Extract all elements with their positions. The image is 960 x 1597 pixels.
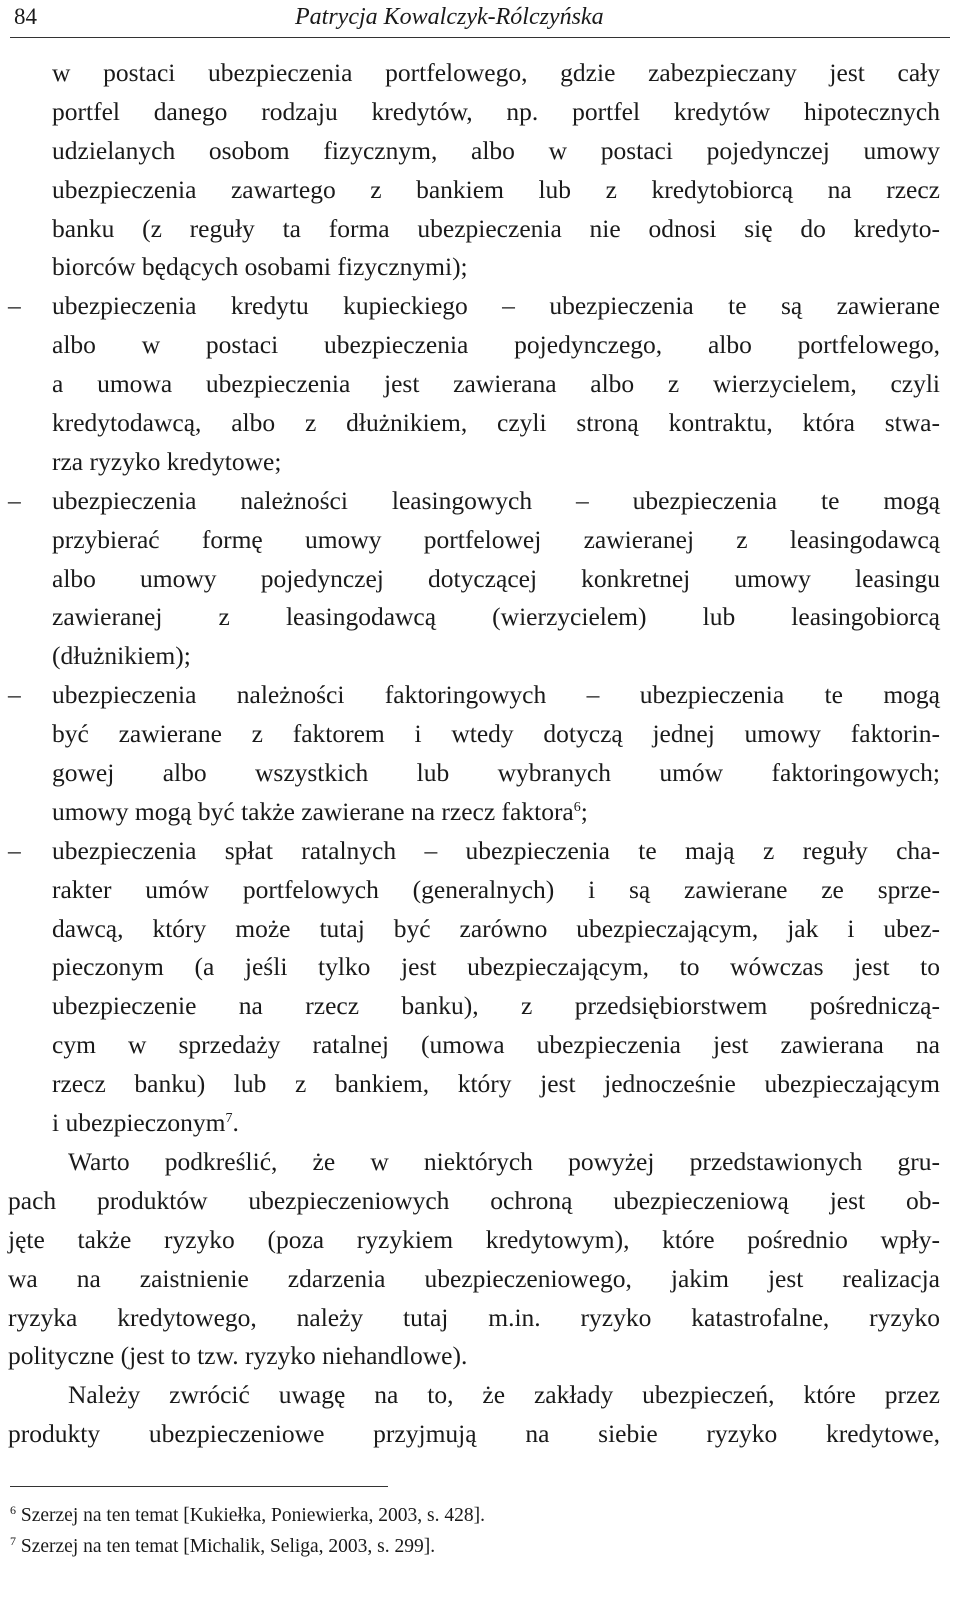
footnote-separator	[10, 1486, 388, 1487]
footnote-text: Szerzej na ten temat [Kukiełka, Poniewierka, 2003, s. 428].	[20, 1505, 485, 1526]
text-line: rzecz banku) lub z bankiem, który jest jednocześnie ubezpieczającym	[52, 1069, 940, 1099]
text-line: ubezpieczenia zawartego z bankiem lub z kredytobiorcą na rzecz	[52, 174, 940, 204]
paragraph	[8, 1143, 940, 1376]
text-fragment: .	[232, 1108, 239, 1138]
text-line: być zawierane z faktorem i wtedy dotyczą jednej umowy faktorin-	[52, 719, 940, 749]
text-line	[52, 793, 940, 832]
running-head-author: Patrycja Kowalczyk-Rólczyńska	[295, 4, 604, 30]
text-line: portfel danego rodzaju kredytów, np. portfel kredytów hipotecznych	[52, 96, 940, 126]
text-line: polityczne (jest to tzw. ryzyko niehandlowe).	[8, 1341, 468, 1371]
text-line: w postaci ubezpieczenia portfelowego, gdzie zabezpieczany jest cały	[52, 58, 940, 87]
text-line	[52, 1104, 940, 1143]
text-line: cym w sprzedaży ratalnej (umowa ubezpieczenia jest zawierana na	[52, 1030, 940, 1060]
text-line: biorców będących osobami fizycznymi);	[52, 252, 468, 282]
text-line: udzielanych osobom fizycznym, albo w postaci pojedynczej umowy	[52, 135, 940, 165]
list-dash: –	[8, 835, 21, 865]
paragraph	[8, 1376, 940, 1454]
text-line: ubezpieczenie na rzecz banku), z przedsiębiorstwem pośredniczą-	[52, 991, 940, 1021]
footnote	[10, 1500, 485, 1531]
text-line: ubezpieczenia spłat ratalnych – ubezpieczenia te mają z reguły cha-	[52, 835, 940, 865]
footnote-ref[interactable]: 6	[573, 799, 581, 815]
text-line: Warto podkreślić, że w niektórych powyżej przedstawionych gru-	[68, 1146, 940, 1176]
text-line: wa na zaistnienie zdarzenia ubezpieczeniowego, jakim jest realizacja	[8, 1263, 940, 1293]
text-fragment: i ubezpieczonym	[52, 1108, 226, 1138]
text-line: (dłużnikiem);	[52, 641, 191, 671]
text-line: ubezpieczenia kredytu kupieckiego – ubezpieczenia te są zawierane	[52, 291, 940, 321]
text-line: rza ryzyko kredytowe;	[52, 446, 282, 476]
footnote-text: Szerzej na ten temat [Michalik, Seliga, 2003, s. 299].	[20, 1536, 436, 1557]
text-line: ubezpieczenia należności leasingowych – ubezpieczenia te mogą	[52, 485, 940, 515]
list-item	[8, 287, 940, 481]
list-item	[8, 482, 940, 676]
text-line: pieczonym (a jeśli tylko jest ubezpieczającym, to wówczas jest to	[52, 952, 940, 982]
text-line: pach produktów ubezpieczeniowych ochroną ubezpieczeniową jest ob-	[8, 1185, 940, 1215]
footnote-mark: 7	[10, 1534, 16, 1548]
text-fragment: ;	[580, 796, 588, 826]
text-line: jęte także ryzyko (poza ryzykiem kredytowym), które pośrednio wpły-	[8, 1224, 940, 1254]
text-line: banku (z reguły ta forma ubezpieczenia nie odnosi się do kredyto-	[52, 213, 940, 243]
text-line: albo w postaci ubezpieczenia pojedynczego, albo portfelowego,	[52, 330, 940, 360]
text-line: produkty ubezpieczeniowe przyjmują na siebie ryzyko kredytowe,	[8, 1419, 940, 1449]
body-text	[8, 54, 940, 1454]
text-line: zawieranej z leasingodawcą (wierzycielem) lub leasingobiorcą	[52, 602, 940, 632]
footnotes	[10, 1500, 485, 1562]
footnote	[10, 1531, 485, 1562]
page-number: 84	[14, 4, 37, 29]
list-item-continuation	[8, 54, 940, 287]
text-line: ubezpieczenia należności faktoringowych – ubezpieczenia te mogą	[52, 680, 940, 710]
footnote-ref[interactable]: 7	[225, 1111, 233, 1127]
list-dash: –	[8, 291, 21, 321]
text-line: dawcą, który może tutaj być zarówno ubezpieczającym, jak i ubez-	[52, 913, 940, 943]
text-line: a umowa ubezpieczenia jest zawierana albo z wierzycielem, czyli	[52, 369, 940, 399]
text-line: ryzyka kredytowego, należy tutaj m.in. ryzyko katastrofalne, ryzyko	[8, 1302, 940, 1332]
footnote-mark: 6	[10, 1503, 16, 1517]
list-item	[8, 676, 940, 832]
list-dash: –	[8, 485, 21, 515]
text-line: albo umowy pojedynczej dotyczącej konkretnej umowy leasingu	[52, 563, 940, 593]
text-line: Należy zwrócić uwagę na to, że zakłady ubezpieczeń, które przez	[68, 1380, 940, 1410]
list-item	[8, 832, 940, 1143]
text-line: przybierać formę umowy portfelowej zawieranej z leasingodawcą	[52, 524, 940, 554]
running-header	[10, 0, 950, 38]
list-dash: –	[8, 680, 21, 710]
text-fragment: umowy mogą być także zawierane na rzecz faktora	[52, 796, 574, 826]
text-line: kredytodawcą, albo z dłużnikiem, czyli stroną kontraktu, która stwa-	[52, 408, 940, 438]
text-line: rakter umów portfelowych (generalnych) i są zawierane ze sprze-	[52, 874, 940, 904]
text-line: gowej albo wszystkich lub wybranych umów faktoringowych;	[52, 758, 940, 788]
